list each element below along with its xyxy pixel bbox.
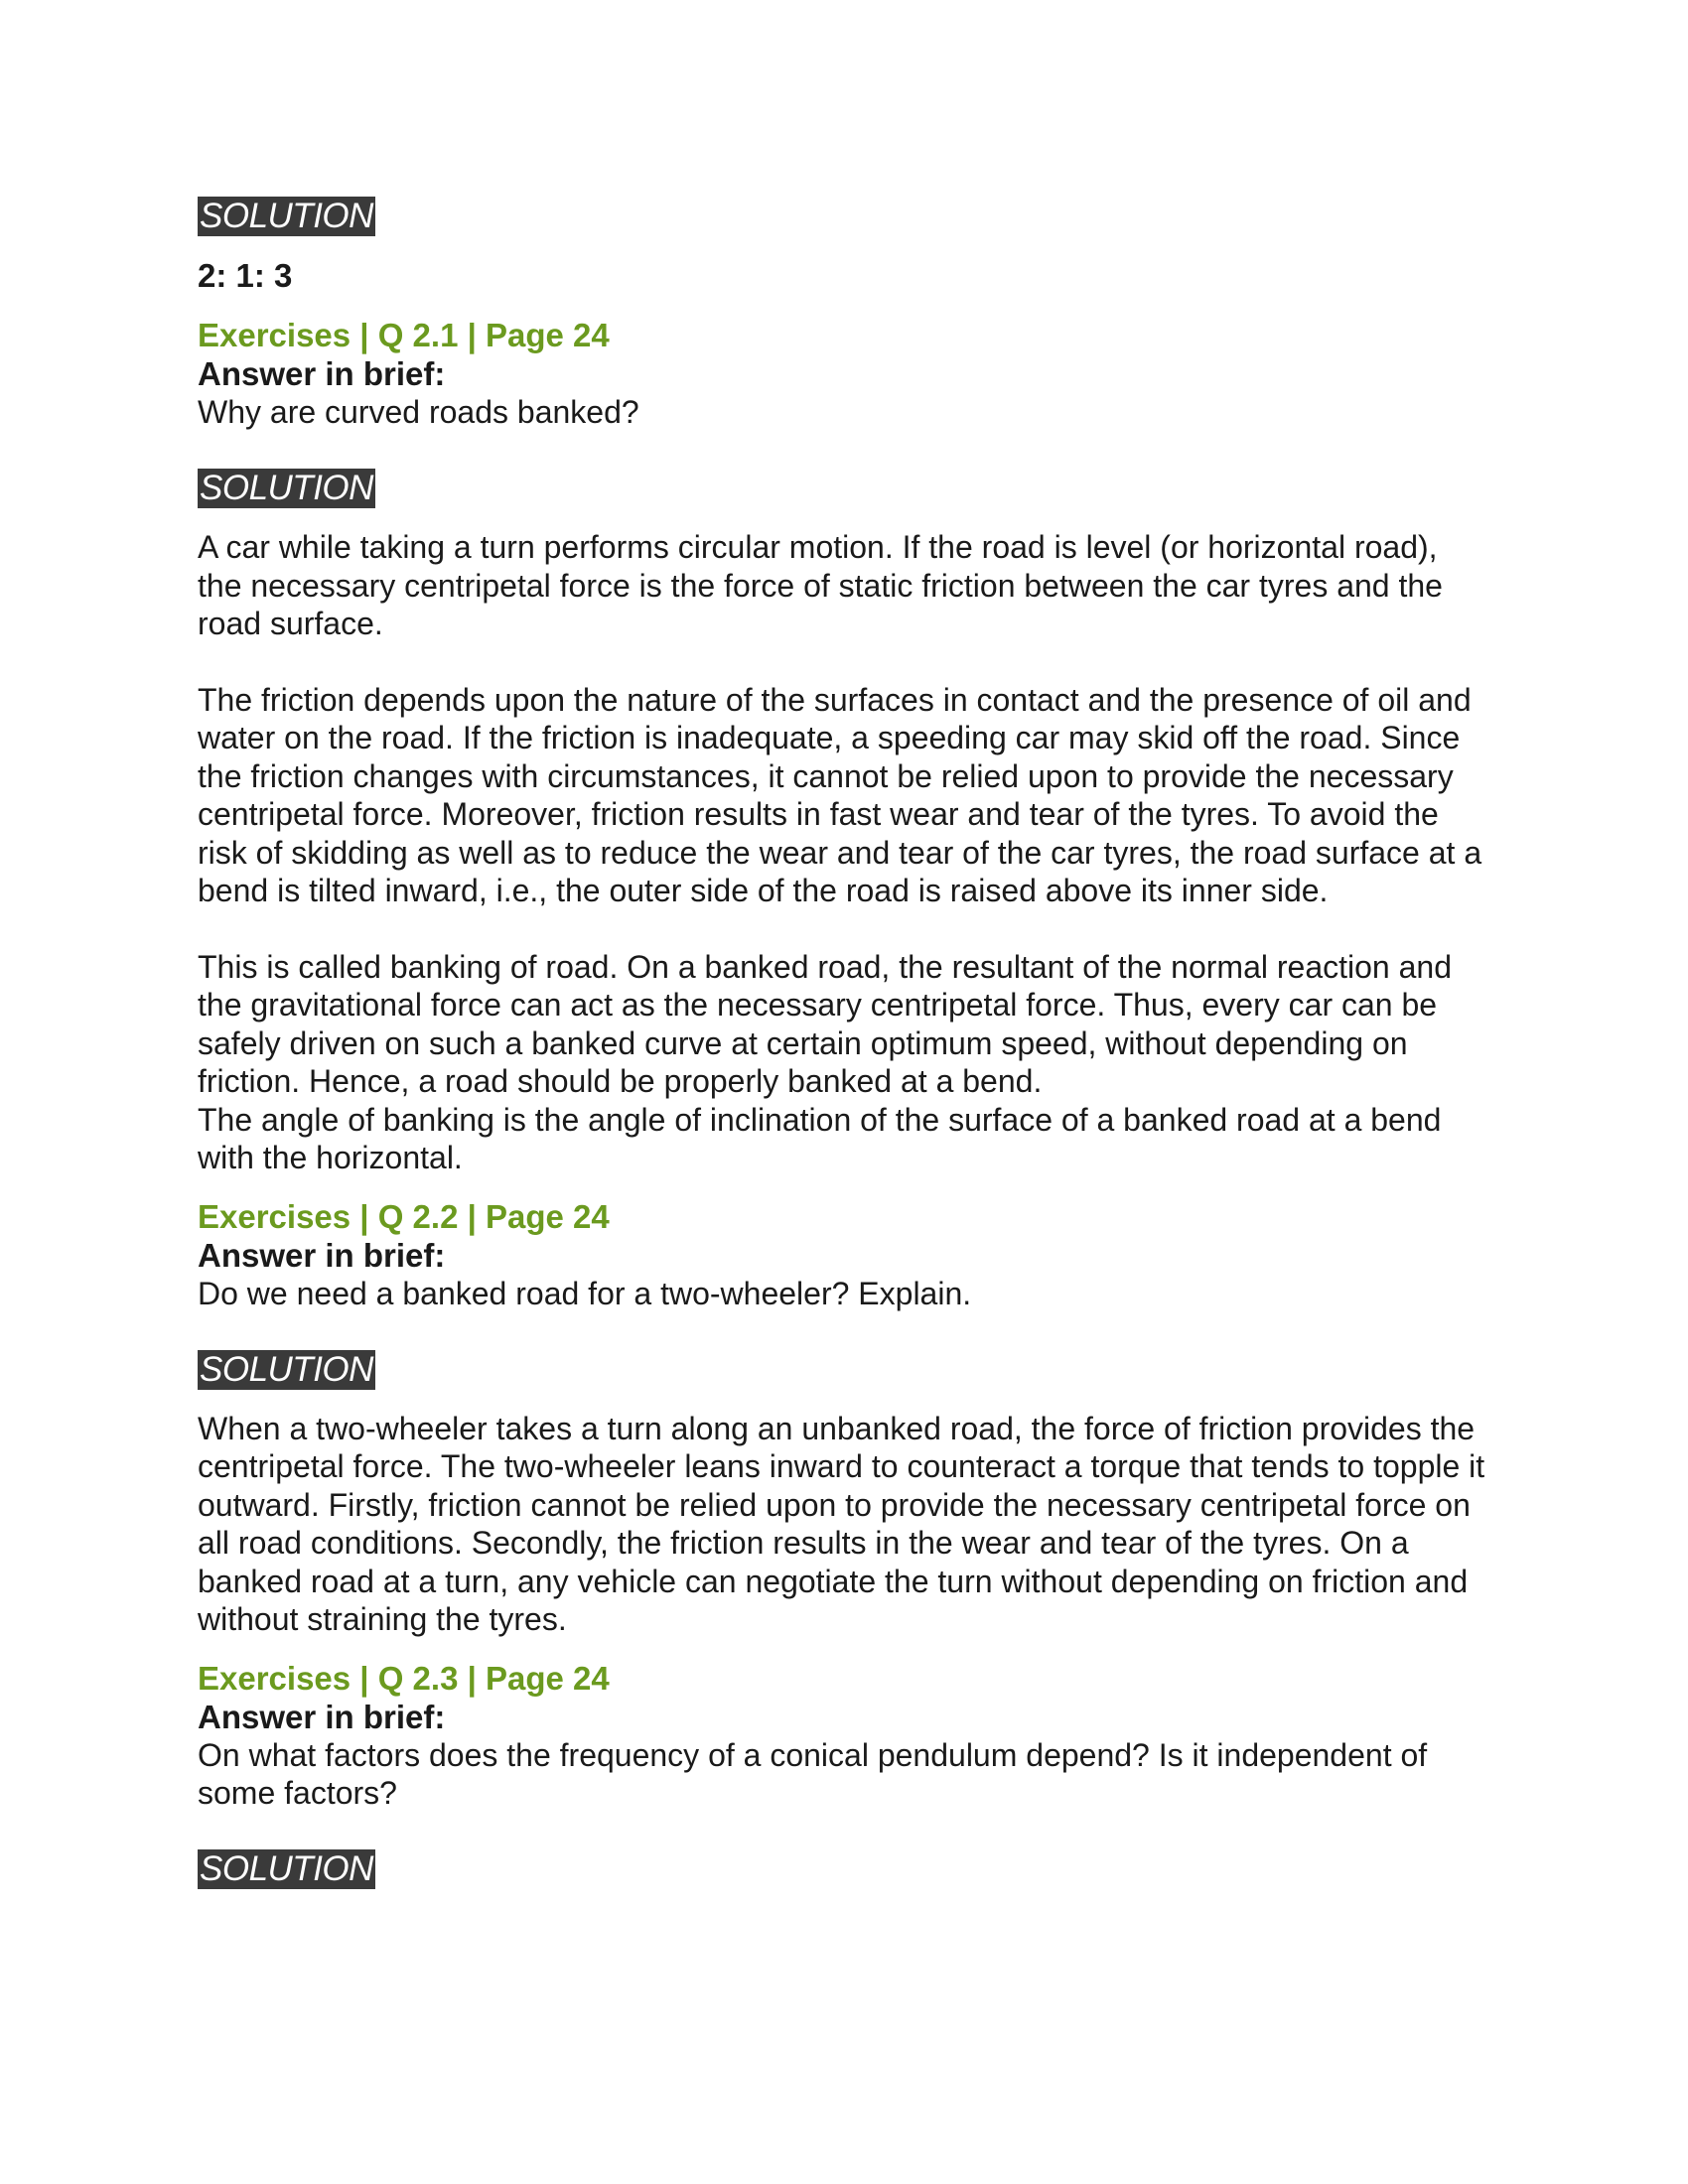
answer-in-brief-label: Answer in brief: (198, 1698, 446, 1735)
answer-in-brief-label: Answer in brief: (198, 1236, 446, 1274)
question-heading: Exercises | Q 2.1 | Page 24 (198, 317, 610, 353)
document-page (198, 197, 1488, 1889)
solution-paragraph: The angle of banking is the angle of inclination of the surface of a banked road at a bend with the horizontal. (198, 1101, 1442, 1175)
solution-tag: SOLUTION (200, 1349, 373, 1389)
question-heading: Exercises | Q 2.2 | Page 24 (198, 1197, 610, 1235)
question-text: Why are curved roads banked? (198, 394, 639, 430)
solution-paragraph: When a two-wheeler takes a turn along an unbanked road, the force of friction provides the centripetal force. The two-wheeler leans inward to counteract a torque that tends to topple it outward. Firstly, friction cannot be relied upon to provide the necessary centripetal force on all road conditions. Secondly, the friction results in the wear and tear of the tyres. On a banked road at a turn, any vehicle can negotiate the turn without depending on friction and without straining the tyres. (198, 1410, 1485, 1637)
solution-tag: SOLUTION (200, 197, 373, 235)
solution-tag: SOLUTION (200, 469, 373, 507)
solution-paragraph: This is called banking of road. On a banked road, the resultant of the normal reaction and the gravitational force can act as the necessary centripetal force. Thus, every car can be safely driven on such a banked curve at certain optimum speed, without depending on friction. Hence, a road should be properly banked at a bend. (198, 948, 1452, 1099)
question-heading: Exercises | Q 2.3 | Page 24 (198, 1659, 610, 1697)
solution-paragraph: A car while taking a turn performs circular motion. If the road is level (or horizontal road), the necessary centripetal force is the force of static friction between the car tyres and the road surface. (198, 529, 1443, 641)
solution-paragraph: The friction depends upon the nature of the surfaces in contact and the presence of oil and water on the road. If the friction is inadequate, a speeding car may skid off the road. Since the friction changes with circumstances, it cannot be relied upon to provide the necessary centripetal force. Moreover, friction results in fast wear and tear of the tyres. To avoid the risk of skidding as well as to reduce the wear and tear of the car tyres, the road surface at a bend is tilted inward, i.e., the outer side of the road is raised above its inner side. (198, 681, 1482, 908)
question-text: Do we need a banked road for a two-wheeler? Explain. (198, 1275, 972, 1311)
solution-tag: SOLUTION (200, 1848, 373, 1888)
question-text: On what factors does the frequency of a conical pendulum depend? Is it independent of some factors? (198, 1736, 1428, 1811)
answer-ratio: 2: 1: 3 (198, 257, 293, 294)
answer-in-brief-label: Answer in brief: (198, 355, 446, 392)
